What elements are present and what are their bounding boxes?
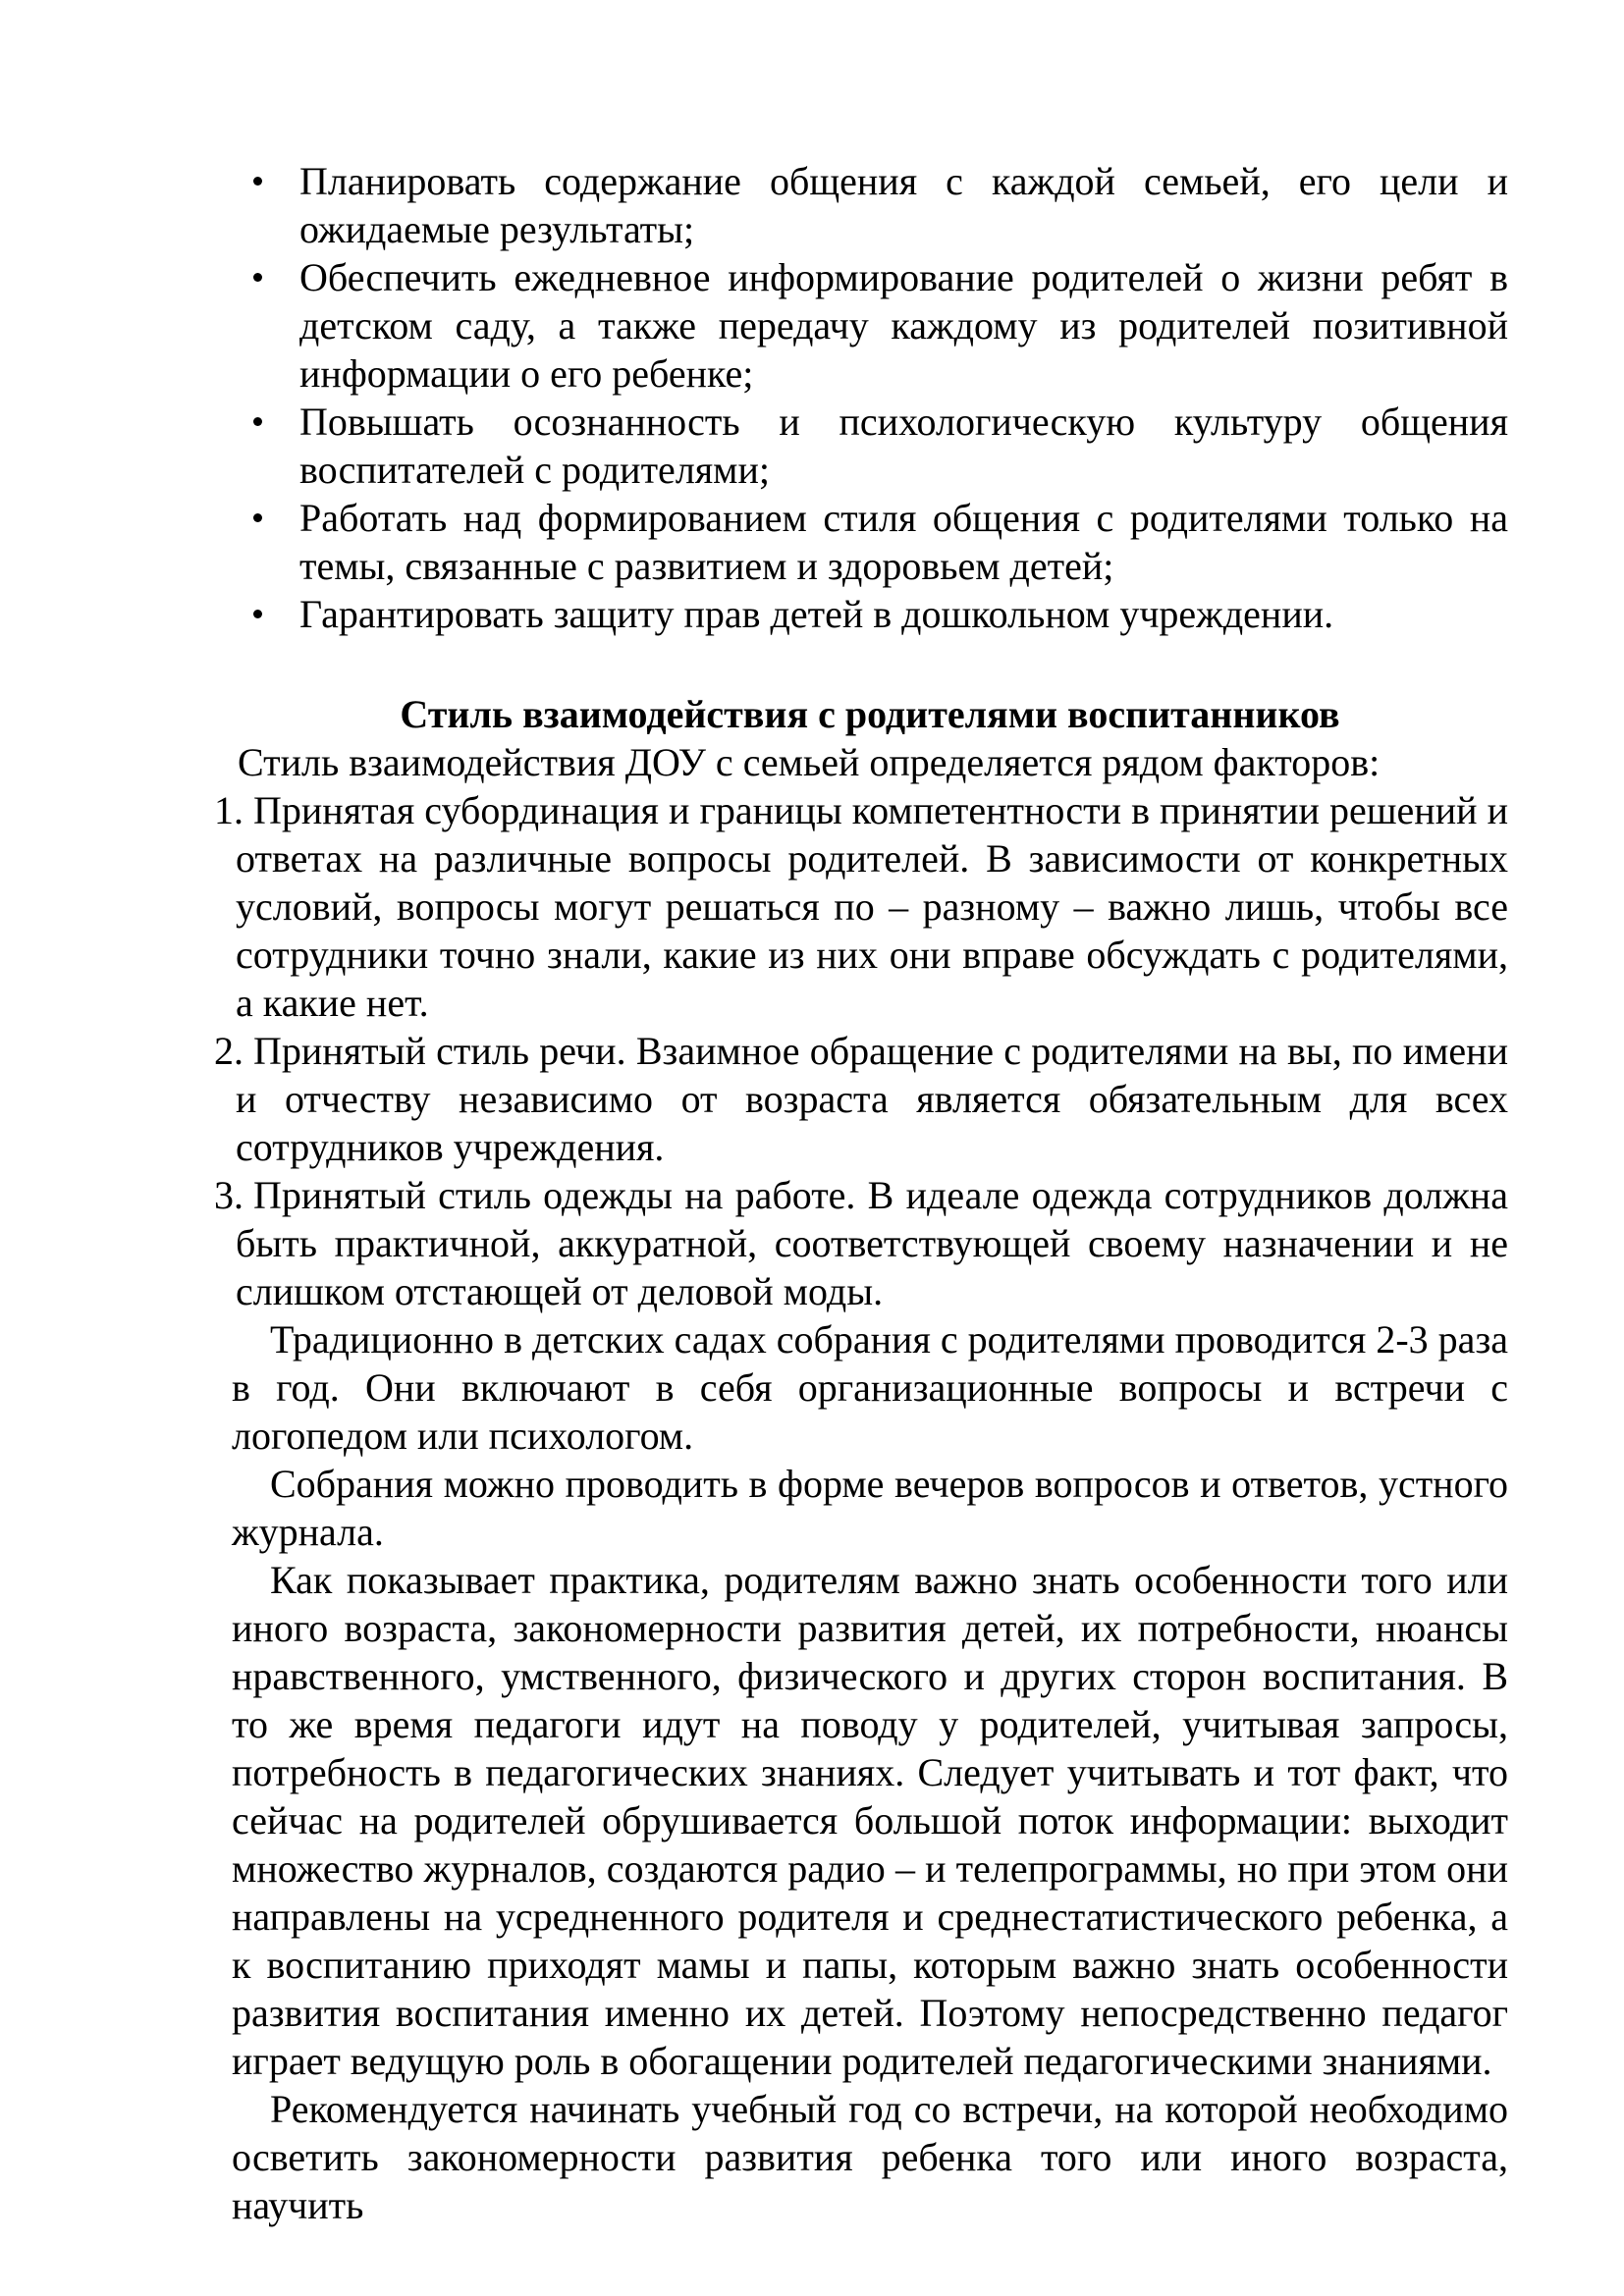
section-heading: Стиль взаимодействия с родителями воспитанников bbox=[400, 692, 1340, 736]
bullet-item bbox=[232, 398, 1508, 494]
paragraph: Рекомендуется начинать учебный год со встречи, на которой необходимо осветить закономерности развития ребенка того или иного возраста, научить bbox=[232, 2087, 1508, 2227]
numbered-item bbox=[214, 1171, 1508, 1315]
bullet-item-text: Планировать содержание общения с каждой семьей, его цели и ожидаемые результаты; bbox=[299, 159, 1508, 251]
item-number: 2. bbox=[214, 1029, 244, 1073]
numbered-item-text: Принятая субординация и границы компетентности в принятии решений и ответах на различные вопросы родителей. В зависимости от конкретных условий, вопросы могут решаться по – разному – важно лишь, чтобы все сотрудники точно знали, какие из них они вправе обсуждать с родителями, а какие нет. bbox=[236, 788, 1508, 1025]
bullet-item bbox=[232, 253, 1508, 398]
text-content bbox=[214, 157, 1508, 2229]
intro-paragraph: Стиль взаимодействия ДОУ с семьей определяется рядом факторов: bbox=[238, 740, 1380, 784]
bullet-list bbox=[232, 157, 1508, 638]
bullet-item bbox=[232, 157, 1508, 253]
bullet-item bbox=[232, 590, 1508, 638]
bullet-item-text: Работать над формированием стиля общения с родителями только на темы, связанные с развитием и здоровьем детей; bbox=[299, 496, 1508, 588]
bullet-item bbox=[232, 494, 1508, 590]
numbered-item-text: Принятый стиль речи. Взаимное обращение с родителями на вы, по имени и отчеству независимо от возраста является обязательным для всех сотрудников учреждения. bbox=[236, 1029, 1508, 1169]
paragraph: Как показывает практика, родителям важно знать особенности того или иного возраста, закономерности развития детей, их потребности, нюансы нравственного, умственного, физического и других сторон воспитания. В то же время педагоги идут на поводу у родителей, учитывая запросы, потребность в педагогических знаниях. Следует учитывать и тот факт, что сейчас на родителей обрушивается большой поток информации: выходит множество журналов, создаются радио – и телепрограммы, но при этом они направлены на усредненного родителя и среднестатистического ребенка, а к воспитанию приходят мамы и папы, которым важно знать особенности развития воспитания именно их детей. Поэтому непосредственно педагог играет ведущую роль в обогащении родителей педагогическими знаниями. bbox=[232, 1558, 1508, 2083]
numbered-list bbox=[214, 786, 1508, 1315]
bullet-item-text: Обеспечить ежедневное информирование родителей о жизни ребят в детском саду, а также передачу каждому из родителей позитивной информации о его ребенке; bbox=[299, 255, 1508, 396]
item-number: 3. bbox=[214, 1173, 244, 1217]
numbered-item-text: Принятый стиль одежды на работе. В идеале одежда сотрудников должна быть практичной, аккуратной, соответствующей своему назначении и не слишком отстающей от деловой моды. bbox=[236, 1173, 1508, 1313]
numbered-item bbox=[214, 786, 1508, 1027]
paragraph: Собрания можно проводить в форме вечеров вопросов и ответов, устного журнала. bbox=[232, 1462, 1508, 1554]
item-number: 1. bbox=[214, 788, 244, 832]
bullet-item-text: Гарантировать защиту прав детей в дошкольном учреждении. bbox=[299, 592, 1334, 636]
paragraph: Традиционно в детских садах собрания с родителями проводится 2-3 раза в год. Они включают в себя организационные вопросы и встречи с логопедом или психологом. bbox=[232, 1317, 1508, 1458]
bullet-item-text: Повышать осознанность и психологическую культуру общения воспитателей с родителями; bbox=[299, 400, 1508, 492]
numbered-item bbox=[214, 1027, 1508, 1171]
